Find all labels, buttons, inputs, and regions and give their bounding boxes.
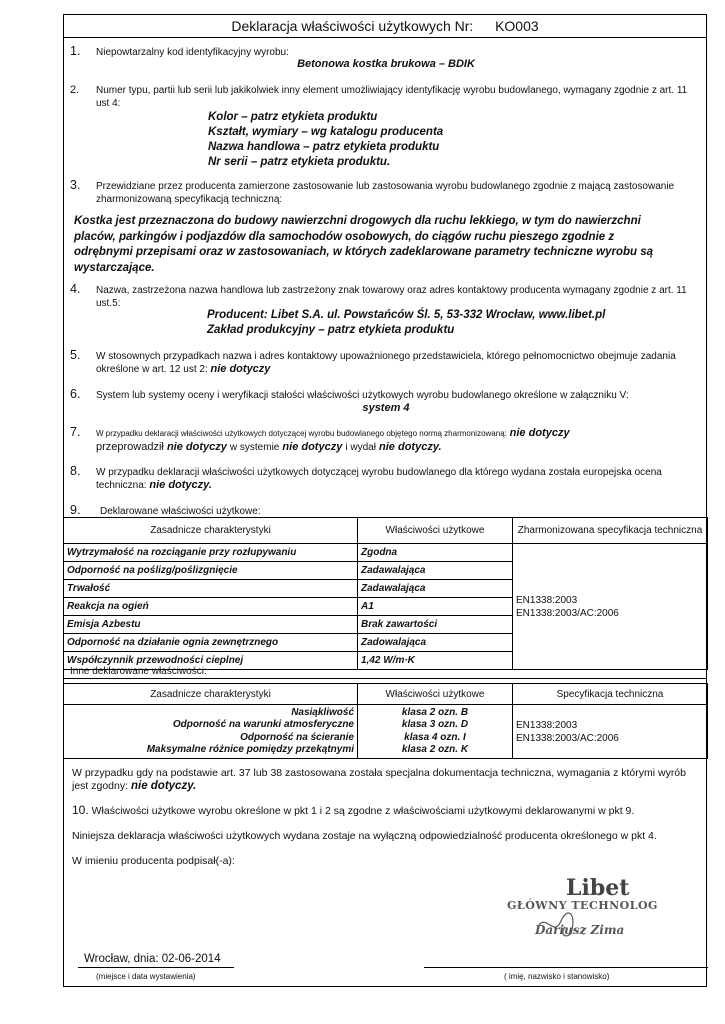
- table1-char-2: Odporność na poślizg/poślizgnięcie: [64, 562, 358, 580]
- section-4-value-2: Zakład produkcyjny – patrz etykieta produktu: [207, 324, 455, 336]
- responsibility-statement: Niniejsza deklaracja właściwości użytkowych wydana zostaje na wyłączną odpowiedzialność producenta określonego w pkt 4.: [72, 830, 657, 842]
- table1-value-2: Zadawalająca: [358, 562, 513, 580]
- signed-by-label: W imieniu producenta podpisał(-a):: [72, 855, 235, 867]
- section-7-line-1: [96, 427, 706, 440]
- section-2-value-2: Kształt, wymiary – wg katalogu producenta: [208, 126, 444, 138]
- table2-header-spec: Specyfikacja techniczna: [513, 684, 708, 705]
- section-5-label-text: W stosownych przypadkach nazwa i adres kontaktowy upoważnionego przedstawiciela, którego pełnomocnictwo obejmuje zadania określone w art. 12 ust 2:: [96, 351, 676, 375]
- place-and-date: Wrocław, dnia: 02-06-2014: [84, 953, 221, 965]
- section-9-label: Deklarowane właściwości użytkowe:: [100, 506, 261, 517]
- table1-value-5: Brak zawartości: [358, 616, 513, 634]
- table2-chars-cell: [64, 705, 358, 759]
- section-4-label: Nazwa, zastrzeżona nazwa handlowa lub zastrzeżony znak towarowy oraz adres kontaktowy producenta wymagany zgodnie z art. 11 ust.5:: [96, 285, 687, 309]
- section-2-value-4: Nr serii – patrz etykieta produktu.: [208, 156, 391, 168]
- date-underline: [78, 967, 234, 968]
- stamp-person: Dariusz Zima: [535, 923, 625, 937]
- table2-value-2: klasa 3 ozn. D: [401, 719, 469, 730]
- signature-caption: ( imię, nazwisko i stanowisko): [504, 972, 610, 981]
- section-7-value-4: nie dotyczy.: [379, 441, 442, 453]
- table2-value-3: klasa 4 ozn. I: [404, 731, 466, 743]
- section-1-number: 1.: [70, 44, 81, 58]
- section-6-number: 6.: [70, 387, 81, 401]
- section-5-value: nie dotyczy: [210, 363, 271, 375]
- section-5-number: 5.: [70, 348, 81, 362]
- section-7-label-3: w systemie: [229, 442, 280, 453]
- section-10-number: 10.: [72, 803, 89, 817]
- section-2-label: Numer typu, partii lub serii lub jakikolwiek inny element umożliwiający identyfikację wyrobu budowlanego, wymagany zgodnie z art. 11 ust 4:: [96, 85, 688, 109]
- section-3-value: Kostka jest przeznaczona do budowy nawierzchni drogowych dla ruchu lekkiego, w tym do nawierzchni placów, parkingów i podjazdów dla samochodów osobowych, do ciągów ruchu pieszego zgodnie z odrębnymi przepisami oraz w zastosowaniach, w których zadeklarowane parametry techniczne wyrobu są wystarczające.: [74, 215, 654, 274]
- document-title: [64, 15, 706, 38]
- section-7-value-2: nie dotyczy: [166, 441, 227, 453]
- table2-char-1: Nasiąkliwość: [291, 706, 354, 718]
- table2-spec-1: EN1338:2003: [516, 719, 578, 731]
- table1-char-7: Współczynnik przewodności cieplnej: [64, 652, 358, 670]
- section-3-label: Przewidziane przez producenta zamierzone zastosowanie lub zastosowania wyrobu budowlanego zgodnie z mającą zastosowanie zharmonizowaną specyfikacją techniczną:: [96, 181, 675, 205]
- section-1-label: Niepowtarzalny kod identyfikacyjny wyrobu:: [96, 47, 289, 58]
- divider: [64, 678, 706, 679]
- table1-spec-cell: [513, 544, 708, 670]
- table1-value-7: 1,42 W/m·K: [358, 652, 513, 670]
- section-3-number: 3.: [70, 178, 81, 192]
- section-10-label: Właściwości użytkowe wyrobu określone w pkt 1 i 2 są zgodne z właściwościami użytkowymi deklarowanymi w pkt 9.: [91, 805, 635, 817]
- section-4-number: 4.: [70, 282, 81, 296]
- table1-header-spec: Zharmonizowana specyfikacja techniczna: [513, 518, 708, 544]
- section-7-value-1: nie dotyczy: [509, 427, 570, 439]
- section-8-label-text: W przypadku deklaracji właściwości użytkowych dotyczącej wyrobu budowlanego dla którego wydana została europejska ocena techniczna:: [96, 467, 662, 491]
- table1-value-4: A1: [358, 598, 513, 616]
- section-8-label: [96, 466, 706, 492]
- section-7-label-2: przeprowadził: [96, 441, 164, 453]
- table1-char-1: Wytrzymałość na rozciąganie przy rozłupywaniu: [64, 544, 358, 562]
- section-10: [72, 804, 702, 818]
- table1-char-4: Reakcja na ogień: [64, 598, 358, 616]
- tech-doc-value: nie dotyczy.: [130, 780, 197, 792]
- signature-underline: [424, 967, 708, 968]
- section-7-number: 7.: [70, 425, 81, 439]
- table2-value-1: klasa 2 ozn. B: [401, 706, 469, 718]
- table2-value-4: klasa 2 ozn. K: [401, 744, 469, 755]
- table1-header-characteristics: Zasadnicze charakterystyki: [64, 518, 358, 544]
- section-8-value: nie dotyczy.: [149, 479, 212, 491]
- table2-spec-2: EN1338:2003/AC:2006: [516, 732, 619, 744]
- section-7-line-2: [96, 441, 706, 454]
- section-1-value: Betonowa kostka brukowa – BDIK: [297, 58, 475, 70]
- title-text: Deklaracja właściwości użytkowych Nr:: [231, 18, 474, 34]
- document-number: KO003: [495, 18, 539, 34]
- table1-header-properties: Właściwości użytkowe: [358, 518, 513, 544]
- section-7-value-3: nie dotyczy: [282, 441, 343, 453]
- table1-value-3: Zadawalająca: [358, 580, 513, 598]
- table2-char-3: Odporność na ścieranie: [240, 731, 354, 743]
- declaration-page: [63, 14, 707, 987]
- table1-value-1: Zgodna: [358, 544, 513, 562]
- table2-values-cell: [358, 705, 513, 759]
- other-properties-table: [63, 683, 708, 759]
- table1-value-6: Zadowalająca: [358, 634, 513, 652]
- declared-properties-table: [63, 517, 708, 670]
- section-2-value-3: Nazwa handlowa – patrz etykieta produktu: [208, 141, 440, 153]
- section-7-label-4: i wydał: [345, 442, 376, 453]
- section-7-label-1: W przypadku deklaracji właściwości użytkowych dotyczącej wyrobu budowlanego objętego normą zharmonizowaną:: [96, 429, 507, 438]
- table2-char-2: Odporność na warunki atmosferyczne: [172, 719, 354, 730]
- table2-header-properties: Właściwości użytkowe: [358, 684, 513, 705]
- section-6-label: System lub systemy oceny i weryfikacji stałości właściwości użytkowych wyrobu budowlanego określone w załączniku V:: [96, 390, 629, 401]
- table1-char-6: Odporność na działanie ognia zewnętrznego: [64, 634, 358, 652]
- section-2-value-1: Kolor – patrz etykieta produktu: [208, 111, 378, 123]
- company-stamp: [499, 875, 699, 955]
- stamp-role: GŁÓWNY TECHNOLOG: [507, 899, 658, 912]
- table2-char-4: Maksymalne różnice pomiędzy przekątnymi: [146, 744, 354, 755]
- section-2-number: 2.: [70, 84, 80, 96]
- other-properties-label: Inne deklarowane właściwości:: [70, 666, 207, 677]
- table1-char-3: Trwałość: [64, 580, 358, 598]
- section-5-label: [96, 350, 706, 376]
- tech-doc-text: [72, 767, 697, 793]
- section-6-value: system 4: [362, 402, 410, 414]
- stamp-brand: Libet: [566, 875, 630, 901]
- table1-char-5: Emisja Azbestu: [64, 616, 358, 634]
- table1-spec-1: EN1338:2003: [516, 594, 578, 606]
- section-9-number: 9.: [70, 503, 81, 517]
- section-8-number: 8.: [70, 464, 81, 478]
- table2-header-characteristics: Zasadnicze charakterystyki: [64, 684, 358, 705]
- signature-scribble: [499, 905, 619, 945]
- table2-spec-cell: [513, 705, 708, 759]
- tech-doc-label: W przypadku gdy na podstawie art. 37 lub 38 zastosowana została specjalna dokumentacja techniczna, wymagania z którymi wyrób jest zgodny:: [72, 767, 686, 792]
- table1-spec-2: EN1338:2003/AC:2006: [516, 607, 619, 619]
- place-date-caption: (miejsce i data wystawienia): [96, 972, 196, 981]
- section-4-value-1: Producent: Libet S.A. ul. Powstańców Śl. 5, 53-332 Wrocław, www.libet.pl: [207, 309, 606, 321]
